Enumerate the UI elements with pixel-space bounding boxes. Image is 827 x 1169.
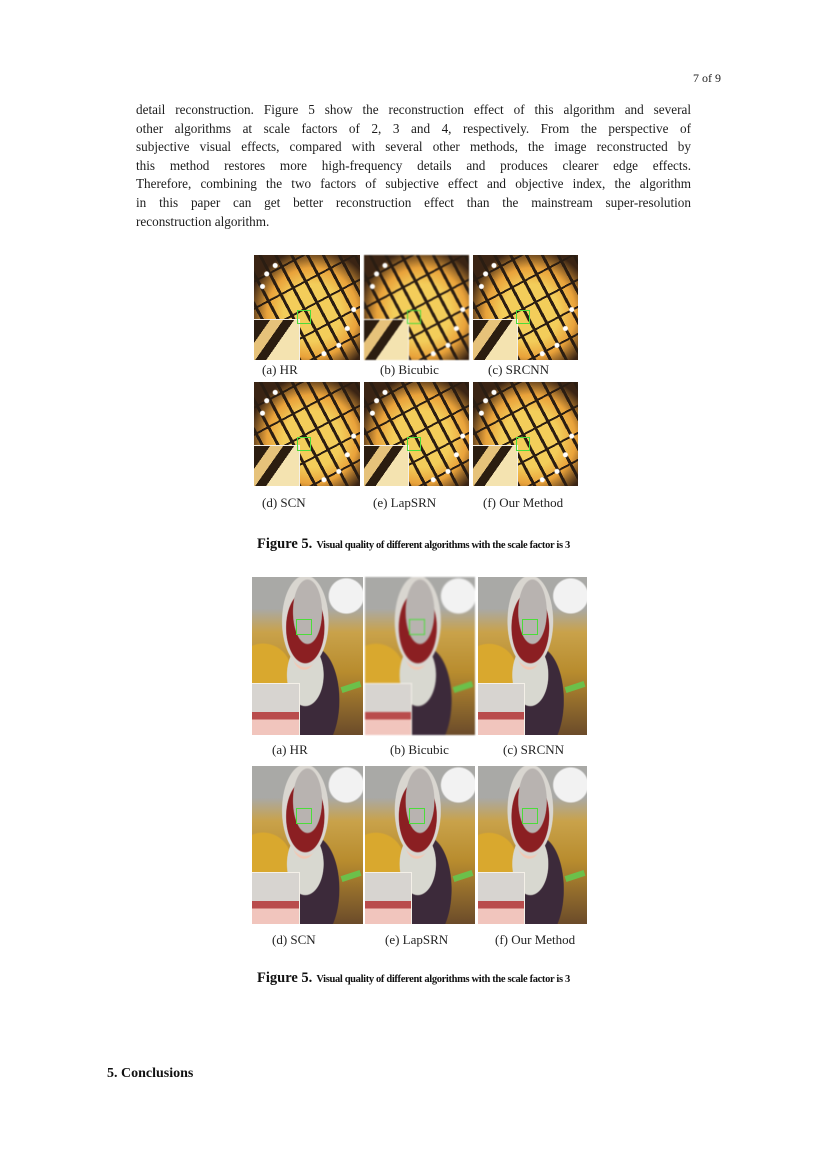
zoom-inset — [252, 683, 300, 735]
zoom-inset — [252, 872, 300, 924]
highlight-box — [297, 437, 311, 451]
body-paragraph — [136, 101, 691, 231]
figure-number: Figure 5. — [257, 536, 313, 552]
figure-caption — [257, 969, 570, 987]
figure-caption-text: Visual quality of different algorithms with the scale factor is 3 — [316, 974, 570, 985]
panel-label: (e) LapSRN — [373, 495, 437, 510]
highlight-box — [516, 310, 530, 324]
figure-number: Figure 5. — [257, 970, 313, 986]
highlight-box — [296, 808, 312, 824]
paragraph-line: detail reconstruction. Figure 5 show the reconstruction effect of this algorithm and several — [136, 102, 691, 117]
butterfly-image-our-method — [473, 382, 578, 486]
girl-image-hr — [252, 577, 363, 735]
girl-image-srcnn — [478, 577, 587, 735]
butterfly-image-hr — [254, 255, 360, 360]
highlight-box — [296, 619, 312, 635]
highlight-box — [522, 808, 538, 824]
panel-label: (b) Bicubic — [390, 742, 449, 757]
zoom-inset — [364, 319, 409, 360]
girl-image-our-method — [478, 766, 587, 924]
zoom-inset — [473, 445, 518, 486]
page-number: 7 of 9 — [693, 71, 721, 85]
butterfly-image-srcnn — [473, 255, 578, 360]
zoom-inset — [478, 872, 525, 924]
paragraph-line: in this paper can get better reconstruction effect than the mainstream super-resolution — [136, 194, 691, 210]
section-heading: 5. Conclusions — [107, 1066, 194, 1081]
girl-image-lapsrn — [365, 766, 475, 924]
panel-label: (d) SCN — [272, 932, 316, 947]
decorative-element — [341, 681, 362, 693]
highlight-box — [297, 310, 311, 324]
highlight-box — [407, 310, 421, 324]
panel-label: (a) HR — [272, 742, 308, 757]
panel-label: (a) HR — [262, 362, 298, 377]
decorative-element — [565, 870, 586, 882]
highlight-box — [407, 437, 421, 451]
butterfly-image-scn — [254, 382, 360, 486]
zoom-inset — [365, 872, 412, 924]
zoom-inset — [364, 445, 409, 486]
panel-label: (d) SCN — [262, 495, 306, 510]
decorative-element — [453, 870, 474, 882]
paragraph-line: reconstruction algorithm. — [136, 213, 270, 229]
paragraph-line: subjective visual effects, compared with several other methods, the image reconstructed by — [136, 139, 691, 155]
panel-label: (c) SRCNN — [488, 362, 550, 377]
decorative-element — [341, 870, 362, 882]
highlight-box — [522, 619, 538, 635]
girl-image-scn — [252, 766, 363, 924]
highlight-box — [409, 808, 425, 824]
decorative-element — [453, 681, 474, 693]
panel-label: (c) SRCNN — [503, 742, 565, 757]
figure-caption-text: Visual quality of different algorithms with the scale factor is 3 — [316, 540, 570, 551]
figure-caption — [257, 535, 570, 553]
highlight-box — [516, 437, 530, 451]
panel-label: (e) LapSRN — [385, 932, 449, 947]
paragraph-line: Therefore, combining the two factors of subjective effect and objective index, the algorithm — [136, 176, 691, 192]
zoom-inset — [254, 445, 300, 486]
zoom-inset — [254, 319, 300, 360]
panel-label: (f) Our Method — [483, 495, 564, 510]
zoom-inset — [365, 683, 412, 735]
butterfly-image-lapsrn — [364, 382, 469, 486]
zoom-inset — [478, 683, 525, 735]
girl-image-bicubic — [365, 577, 475, 735]
paragraph-line: this method restores more high-frequency details and produces clearer edge effects. — [136, 157, 691, 173]
highlight-box — [409, 619, 425, 635]
decorative-element — [565, 681, 586, 693]
paragraph-line: other algorithms at scale factors of 2, 3 and 4, respectively. From the perspective of — [136, 120, 691, 136]
zoom-inset — [473, 319, 518, 360]
butterfly-image-bicubic — [364, 255, 469, 360]
panel-label: (f) Our Method — [495, 932, 576, 947]
panel-label: (b) Bicubic — [380, 362, 439, 377]
